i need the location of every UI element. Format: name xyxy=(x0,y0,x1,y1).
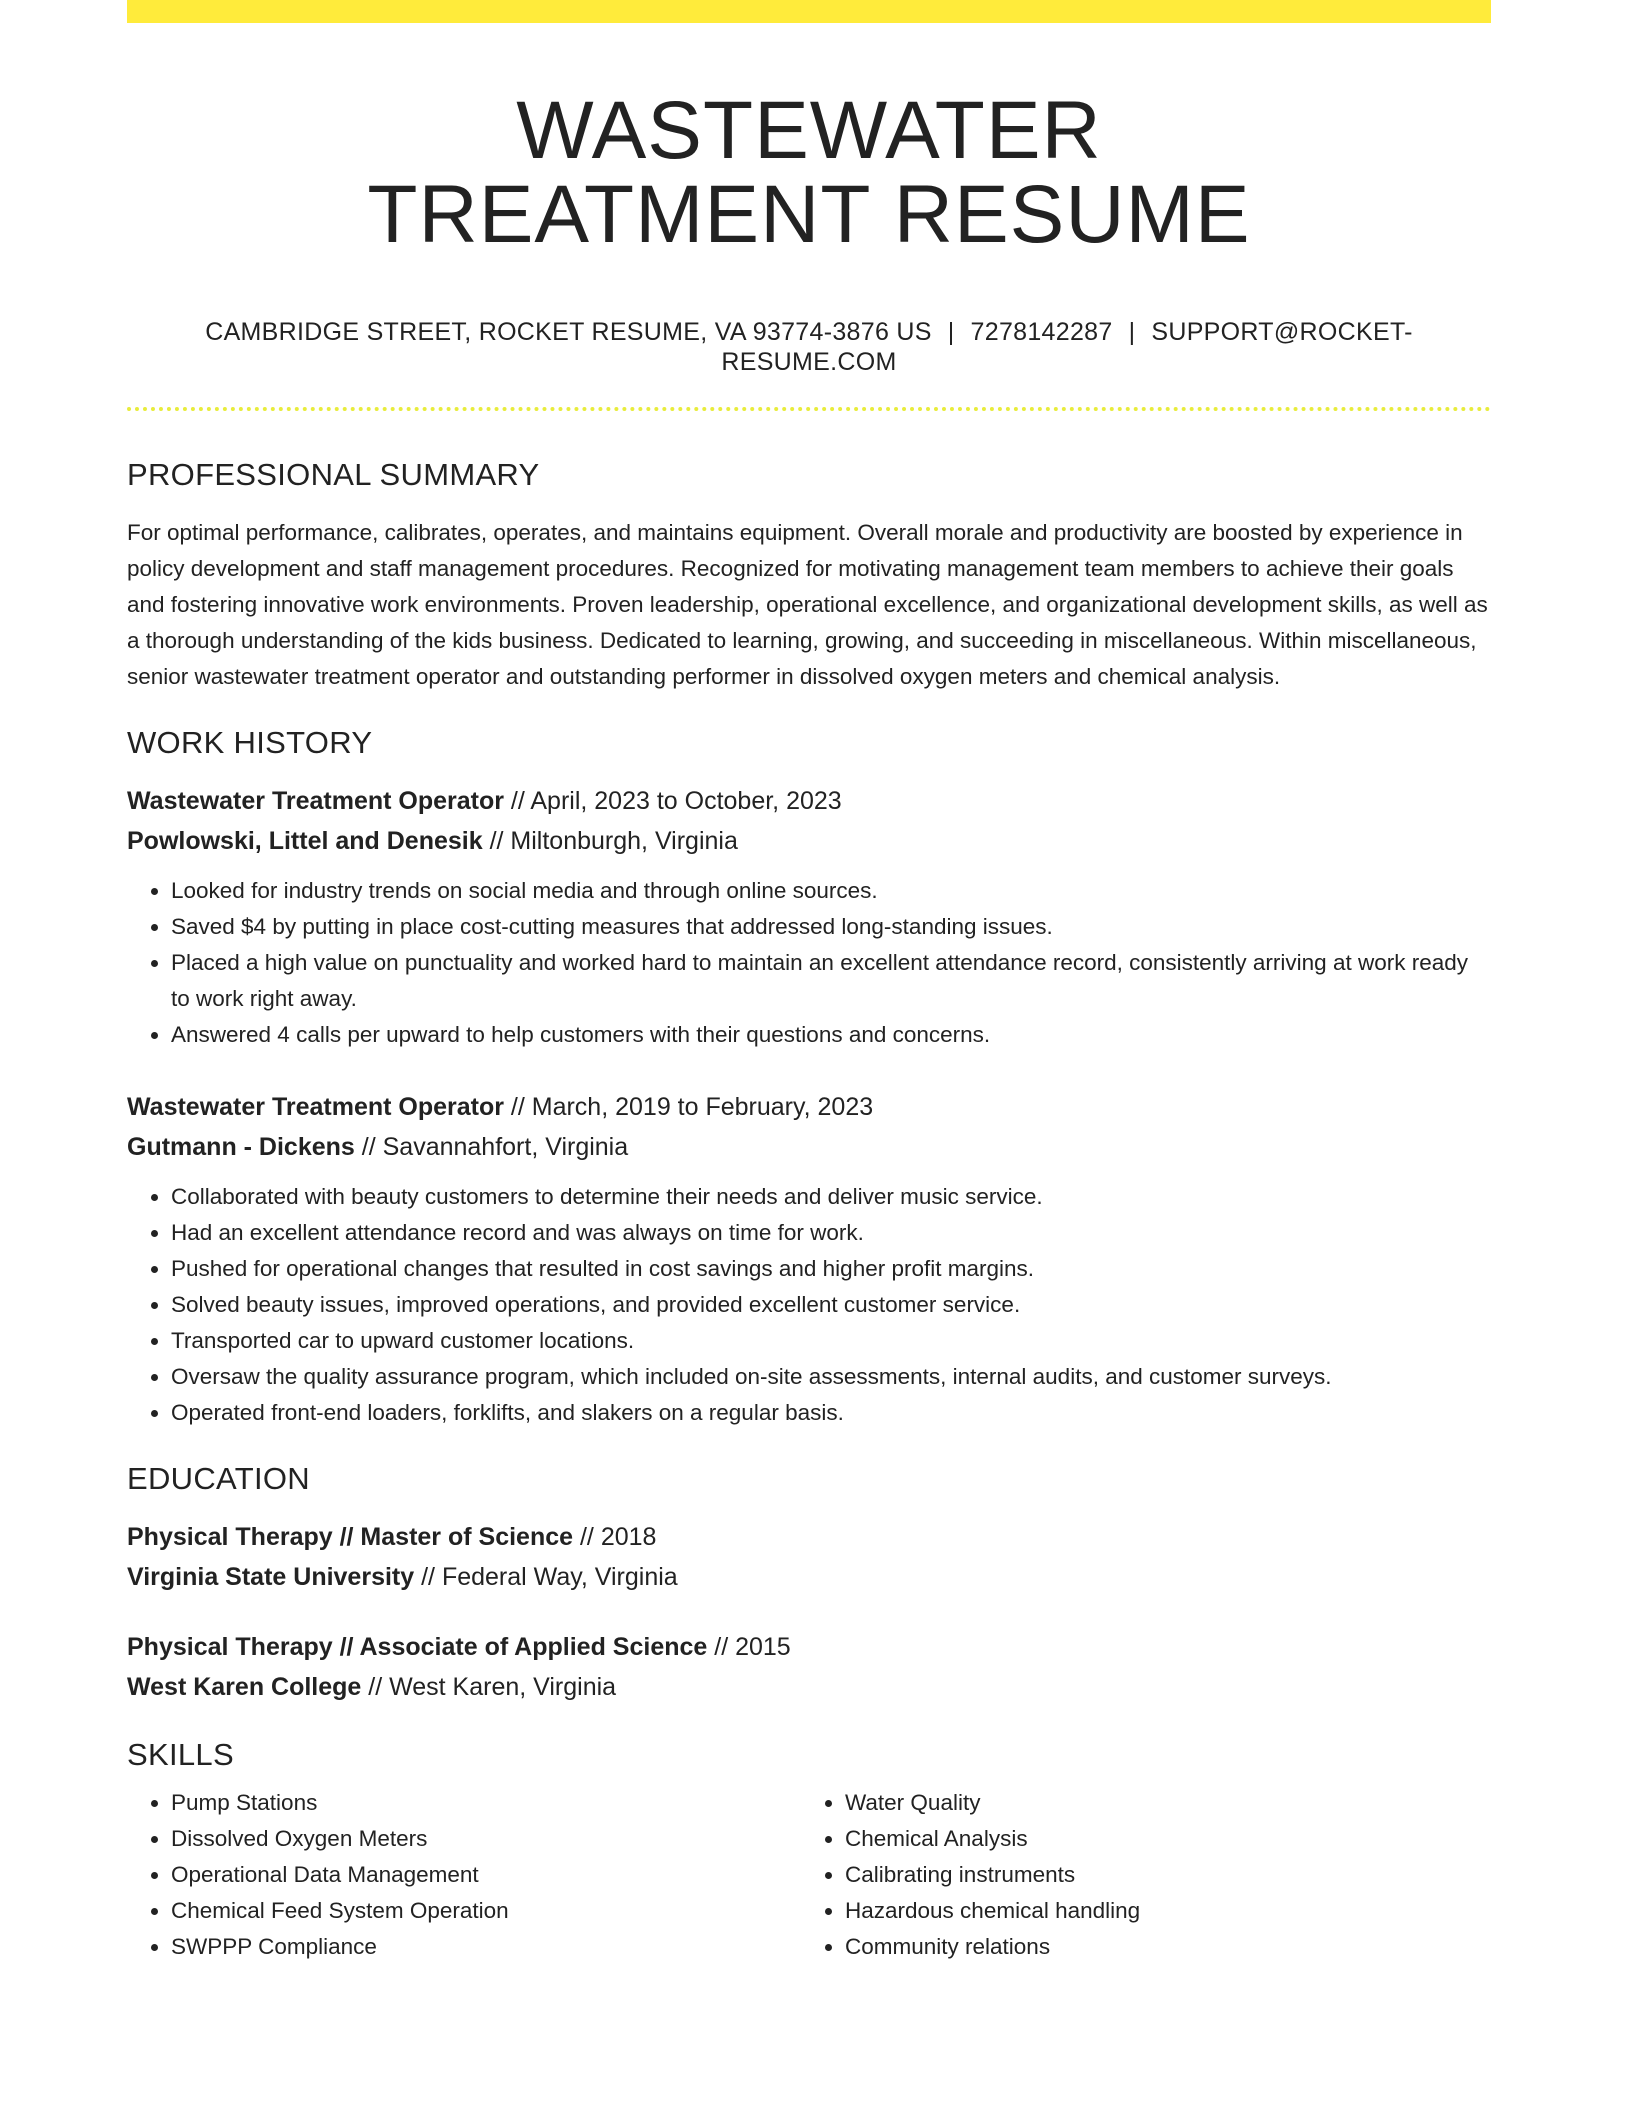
job-location: // Miltonburgh, Virginia xyxy=(482,827,738,855)
job-bullet: • Looked for industry trends on social media and through online sources. xyxy=(171,873,1491,909)
skill-item: • Dissolved Oxygen Meters xyxy=(171,1821,801,1857)
degree-name: Physical Therapy // Associate of Applied Science xyxy=(127,1633,708,1661)
contact-separator: | xyxy=(947,318,955,346)
degree-year: // 2018 xyxy=(573,1523,657,1551)
job-company: Powlowski, Littel and Denesik xyxy=(127,827,483,855)
summary-heading: PROFESSIONAL SUMMARY xyxy=(127,457,540,492)
job-bullet: • Answered 4 calls per upward to help customers with their questions and concerns. xyxy=(171,1017,1491,1053)
skills-list-right xyxy=(801,1785,1475,1965)
job-company-line xyxy=(127,821,1491,861)
job-bullet: • Had an excellent attendance record and was always on time for work. xyxy=(171,1215,1491,1251)
degree-line xyxy=(127,1627,1491,1667)
degree-line xyxy=(127,1517,1491,1557)
job-title-line xyxy=(127,781,1491,821)
accent-bar xyxy=(127,0,1491,23)
contact-address: CAMBRIDGE STREET, ROCKET RESUME, VA 93774-3876 US xyxy=(205,318,932,346)
skill-item: • Chemical Feed System Operation xyxy=(171,1893,801,1929)
resume-page xyxy=(127,0,1491,1965)
job-bullet: • Solved beauty issues, improved operations, and provided excellent customer service. xyxy=(171,1287,1491,1323)
job-bullet: • Operated front-end loaders, forklifts, and slakers on a regular basis. xyxy=(171,1395,1491,1431)
job-bullet: • Saved $4 by putting in place cost-cutting measures that addressed long-standing issues. xyxy=(171,909,1491,945)
school-line xyxy=(127,1667,1491,1707)
resume-title xyxy=(127,85,1491,260)
contact-separator: | xyxy=(1128,318,1136,346)
job-bullet: • Oversaw the quality assurance program, which included on-site assessments, internal audits, and customer surveys. xyxy=(171,1359,1491,1395)
job-bullets xyxy=(127,873,1491,1053)
skill-item: • Chemical Analysis xyxy=(845,1821,1475,1857)
job-dates: // March, 2019 to February, 2023 xyxy=(503,1093,874,1121)
job-location: // Savannahfort, Virginia xyxy=(354,1133,629,1161)
skill-item: • Water Quality xyxy=(845,1785,1475,1821)
job-title: Wastewater Treatment Operator xyxy=(127,1093,504,1121)
job-bullet: • Placed a high value on punctuality and worked hard to maintain an excellent attendance record, consistently arriving at work ready to work right away. xyxy=(171,945,1491,1017)
degree-year: // 2015 xyxy=(707,1633,791,1661)
school-name: West Karen College xyxy=(127,1673,362,1701)
school-location: // Federal Way, Virginia xyxy=(414,1563,678,1591)
job-company: Gutmann - Dickens xyxy=(127,1133,355,1161)
skills-heading: SKILLS xyxy=(127,1737,234,1772)
job-dates: // April, 2023 to October, 2023 xyxy=(503,787,842,815)
skill-item: • SWPPP Compliance xyxy=(171,1929,801,1965)
job-company-line xyxy=(127,1127,1491,1167)
school-name: Virginia State University xyxy=(127,1563,415,1591)
job-entry xyxy=(127,1087,1491,1431)
education-entry xyxy=(127,1517,1491,1597)
contact-email[interactable]: SUPPORT@ROCKET-RESUME.COM xyxy=(721,318,1413,376)
skill-item: • Calibrating instruments xyxy=(845,1857,1475,1893)
job-title-line xyxy=(127,1087,1491,1127)
school-line xyxy=(127,1557,1491,1597)
title-line-2: TREATMENT RESUME xyxy=(367,169,1251,260)
skill-item: • Operational Data Management xyxy=(171,1857,801,1893)
skill-item: • Community relations xyxy=(845,1929,1475,1965)
skill-item: • Pump Stations xyxy=(171,1785,801,1821)
job-bullet: • Transported car to upward customer locations. xyxy=(171,1323,1491,1359)
contact-line xyxy=(127,317,1491,377)
job-entry xyxy=(127,781,1491,1053)
job-bullet: • Pushed for operational changes that resulted in cost savings and higher profit margins. xyxy=(171,1251,1491,1287)
work-history-heading: WORK HISTORY xyxy=(127,725,373,760)
skills-list-left xyxy=(127,1785,801,1965)
header-divider xyxy=(127,407,1491,411)
skills-columns xyxy=(127,1785,1491,1965)
school-location: // West Karen, Virginia xyxy=(361,1673,617,1701)
education-heading: EDUCATION xyxy=(127,1461,310,1496)
job-bullet: • Collaborated with beauty customers to determine their needs and deliver music service. xyxy=(171,1179,1491,1215)
job-bullets xyxy=(127,1179,1491,1431)
education-entry xyxy=(127,1627,1491,1707)
contact-phone: 7278142287 xyxy=(970,318,1113,346)
title-line-1: WASTEWATER xyxy=(516,85,1102,176)
degree-name: Physical Therapy // Master of Science xyxy=(127,1523,574,1551)
skill-item: • Hazardous chemical handling xyxy=(845,1893,1475,1929)
job-title: Wastewater Treatment Operator xyxy=(127,787,504,815)
summary-text: For optimal performance, calibrates, operates, and maintains equipment. Overall morale and productivity are boosted by experience in policy development and staff management procedures. Recognized for motivating management team members to achieve their goals and fostering innovative work environments. Proven leadership, operational excellence, and organizational development skills, as well as a thorough understanding of the kids business. Dedicated to learning, growing, and succeeding in miscellaneous. Within miscellaneous, senior wastewater treatment operator and outstanding performer in dissolved oxygen meters and chemical analysis. xyxy=(127,520,1488,689)
